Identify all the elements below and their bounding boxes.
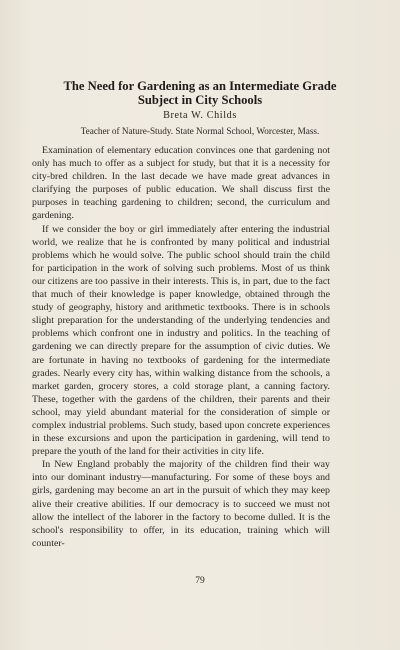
page-number: 79 (195, 576, 205, 586)
article-title-line-1: The Need for Gardening as an Intermediate Grade (63, 79, 337, 93)
author-affiliation: Teacher of Nature-Study. State Normal School, Worcester, Mass. (80, 126, 320, 136)
article-title (0, 79, 400, 107)
paragraph-3: In New England probably the majority of the children find their way into our dominant industry—manufacturing. For some of these boys and girls, gardening may become an art in the pursuit of which they may keep alive their creative abilities. If our democracy is to succeed we must not allow the intellect of the laborer in the factory to become dulled. It is the school's responsibility to offer, in its education, training which will counter- (32, 459, 330, 549)
author-name: Breta W. Childs (163, 110, 237, 121)
paragraph-2: If we consider the boy or girl immediately after entering the industrial world, we realize that he is confronted by many political and industrial problems which he would solve. The public school should train the child for participation in the work of solving such problems. Most of us think our citizens are too passive in their interests. This is, in part, due to the fact that much of their knowledge is paper knowledge, obtained through the study of geography, history and arithmetic textbooks. There is in schools slight preparation for the understanding of the underlying tendencies and problems which confront one in industry and politics. In the teaching of gardening we can directly prepare for the assumption of civic duties. We are fortunate in having no textbooks of gardening for the intermediate grades. Nearly every city has, within walking distance from the schools, a market garden, grocery stores, a cold storage plant, a canning factory. These, together with the gardens of the children, their parents and their school, may yield abundant material for the consideration of simple or complex industrial problems. Such study, based upon concrete experiences in these excursions and upon the participation in gardening, will tend to prepare the youth of the land for their activities in city life. (32, 223, 330, 458)
article-title-line-2: Subject in City Schools (137, 93, 263, 107)
article-body (32, 144, 330, 550)
paragraph-1: Examination of elementary education convinces one that gardening not only has much to offer as a subject for study, but that it is a necessity for city-bred children. In the last decade we have made great advances in clarifying the purposes of public education. We shall discuss first the purposes in teaching gardening to children; second, the curriculum and gardening. (32, 145, 330, 222)
